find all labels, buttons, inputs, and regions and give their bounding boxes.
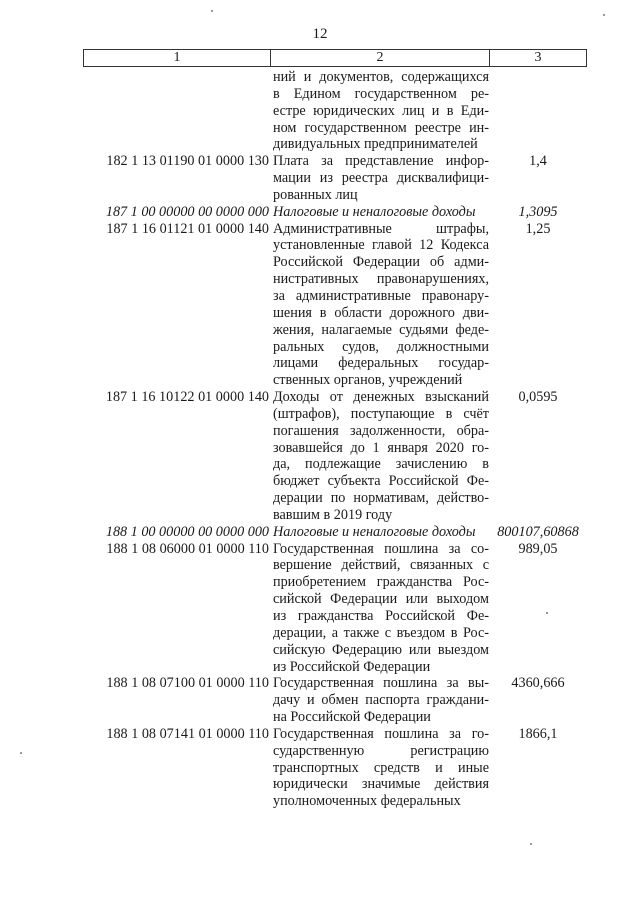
description-line: из гражданства Российской Фе-	[273, 608, 489, 624]
amount-value: 1,25	[525, 220, 551, 237]
amount-value: 1,3095	[518, 203, 558, 220]
page-number: 12	[312, 26, 328, 42]
budget-code	[83, 69, 273, 153]
amount-value: 1866,1	[518, 725, 558, 742]
section-total-row	[83, 204, 587, 221]
description-line: Административные штрафы,	[273, 220, 489, 237]
description-line: рованных лиц	[273, 186, 358, 203]
section-total-row	[83, 524, 587, 541]
description-line: из Российской Федерации	[273, 658, 431, 675]
scan-speck	[530, 843, 532, 845]
description-line: дерации по нормативам, действо-	[273, 490, 489, 507]
table-body	[83, 69, 587, 810]
description-line: юридически значимые действия	[273, 776, 489, 793]
amount-value: 800107,60868	[497, 523, 579, 540]
description-line: Государственная пошлина за вы-	[273, 675, 489, 692]
description-line: ний и документов, содержащихся	[273, 69, 489, 85]
budget-code: 188 1 08 07141 01 0000 110	[106, 725, 269, 742]
description-line: Государственная пошлина за го-	[273, 725, 489, 742]
description-line: да, подлежащие зачислению в	[273, 456, 489, 473]
amount-value: 4360,666	[511, 675, 565, 692]
description-line: Российской Федерации об адми-	[273, 254, 489, 271]
description-line: ственных органов, учреждений	[273, 372, 463, 389]
table-header	[83, 49, 587, 67]
description-line: жения, налагаемые судьями феде-	[273, 321, 489, 338]
description-line: естре юридических лиц и в Еди-	[273, 102, 489, 119]
budget-code: 187 1 00 00000 00 0000 000	[105, 203, 269, 220]
description-line: дерации, а также с въездом в Рос-	[273, 624, 489, 641]
description-line: уполномоченных федеральных	[273, 793, 461, 810]
description-line: транспортных средств и иные	[273, 759, 489, 776]
table-row	[83, 675, 587, 726]
description-line: приобретением гражданства Рос-	[273, 574, 489, 591]
description-line: погашения задолженности, обра-	[273, 422, 489, 439]
description-line: (штрафов), поступающие в счёт	[273, 405, 489, 422]
scan-speck	[211, 10, 213, 12]
income-description	[273, 153, 489, 204]
description-line: вершение действий, связанных с	[273, 557, 489, 574]
description-line: сийскую Федерацию или выездом	[273, 641, 489, 658]
income-description	[273, 69, 489, 153]
scan-speck	[546, 612, 548, 614]
description-line: сийской Федерации или выходом	[273, 591, 489, 608]
table-row	[83, 69, 587, 153]
description-line: дачу и обмен паспорта граждани-	[273, 692, 489, 709]
description-line: сударственную регистрацию	[273, 742, 489, 759]
description-line: установленные главой 12 Кодекса	[273, 237, 489, 254]
budget-code: 182 1 13 01190 01 0000 130	[106, 153, 269, 170]
budget-code: 187 1 16 01121 01 0000 140	[106, 220, 269, 237]
description-line: ном государственном реестре ин-	[273, 119, 489, 136]
table-row	[83, 726, 587, 810]
income-description	[273, 221, 489, 389]
description-line: Доходы от денежных взысканий	[273, 389, 489, 406]
description-line: за административные правонару-	[273, 287, 489, 304]
amount-value	[489, 69, 587, 153]
income-description	[273, 675, 489, 726]
income-description	[273, 524, 489, 541]
budget-code: 188 1 08 07100 01 0000 110	[106, 675, 269, 692]
header-col-3: 3	[534, 50, 542, 65]
table-row	[83, 389, 587, 524]
table-row	[83, 153, 587, 204]
description-line: Налоговые и неналоговые доходы	[273, 523, 476, 540]
amount-value: 1,4	[529, 153, 547, 170]
description-line: в Едином государственном ре-	[273, 85, 489, 102]
scan-speck	[20, 752, 22, 754]
scan-speck	[603, 14, 605, 16]
income-description	[273, 389, 489, 524]
budget-code: 188 1 00 00000 00 0000 000	[105, 523, 269, 540]
table-row	[83, 221, 587, 389]
description-line: на Российской Федерации	[273, 709, 431, 726]
income-description	[273, 541, 489, 676]
description-line: ральных судов, должностными	[273, 338, 489, 355]
budget-code: 187 1 16 10122 01 0000 140	[105, 389, 269, 406]
description-line: вавшим в 2019 году	[273, 506, 393, 523]
header-col-2: 2	[271, 50, 490, 66]
description-line: Налоговые и неналоговые доходы	[273, 203, 476, 220]
description-line: зовавшейся до 1 января 2020 го-	[273, 439, 489, 456]
amount-value: 989,05	[518, 540, 558, 557]
table-row	[83, 541, 587, 676]
budget-code: 188 1 08 06000 01 0000 110	[106, 540, 269, 557]
income-description	[273, 726, 489, 810]
amount-value: 0,0595	[518, 389, 558, 406]
description-line: Государственная пошлина за со-	[273, 540, 489, 557]
description-line: шения в области дорожного дви-	[273, 304, 489, 321]
income-description	[273, 204, 489, 221]
description-line: нистративных правонарушениях,	[273, 271, 489, 288]
header-col-1: 1	[84, 50, 271, 66]
description-line: бюджет субъекта Российской Фе-	[273, 473, 489, 490]
description-line: лицами федеральных государ-	[273, 355, 489, 372]
description-line: дивидуальных предпринимателей	[273, 136, 478, 153]
description-line: мации из реестра дисквалифици-	[273, 170, 489, 187]
description-line: Плата за представление инфор-	[273, 153, 489, 170]
